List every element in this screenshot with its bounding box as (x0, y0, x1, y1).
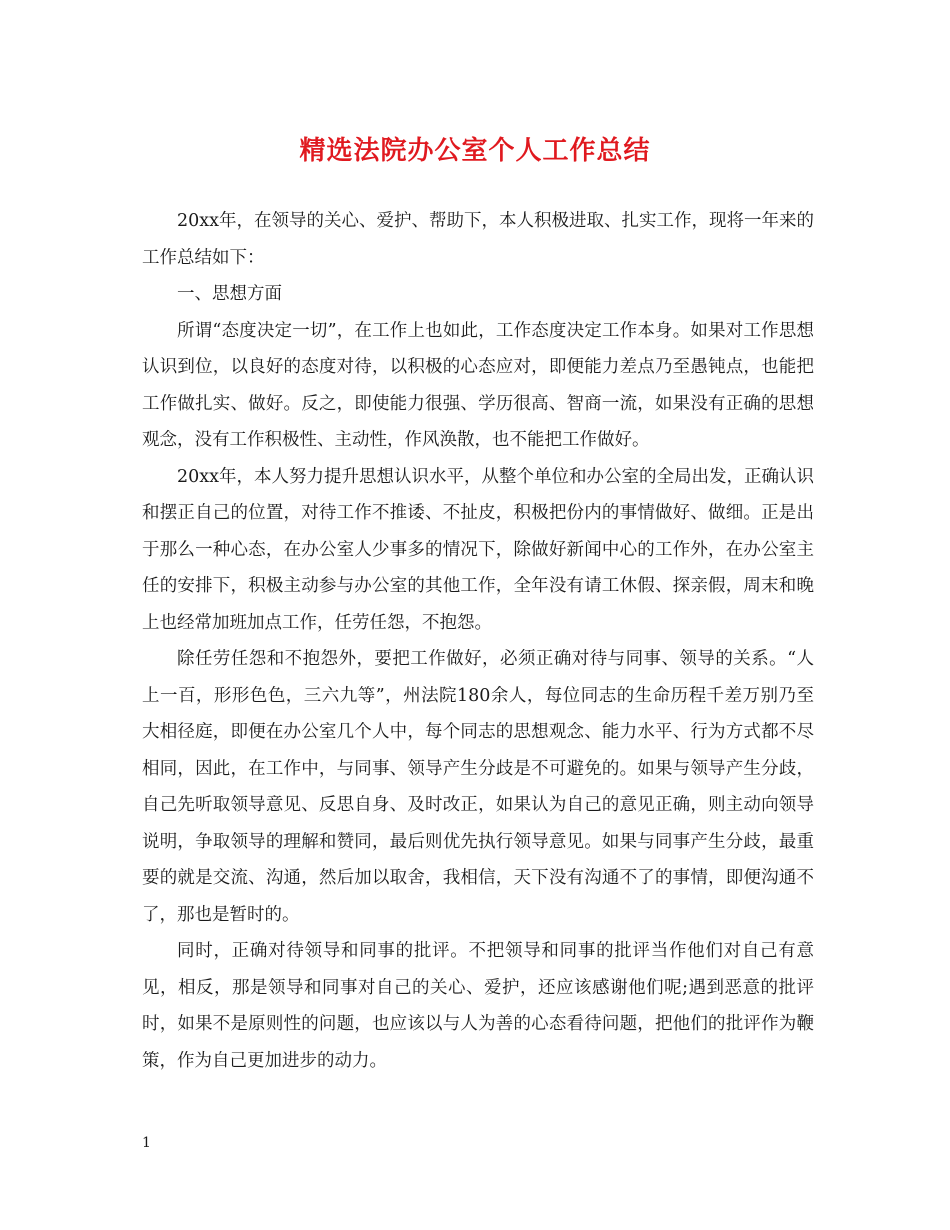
paragraph-criticism: 同时，正确对待领导和同事的批评。不把领导和同事的批评当作他们对自己有意见，相反，那是领导和同事对自己的关心、爱护，还应该感谢他们呢;遇到恶意的批评时，如果不是原则性的问题，也应该以与人为善的心态看待问题，把他们的批评作为鞭策，作为自己更加进步的动力。 (142, 941, 814, 1071)
section-heading-thought: 一、思想方面 (177, 284, 282, 304)
document-body (142, 203, 814, 1079)
paragraph-self-improvement: 20xx年，本人努力提升思想认识水平，从整个单位和办公室的全局出发，正确认识和摆正自己的位置，对待工作不推诿、不扯皮，积极把份内的事情做好、做细。正是出于那么一种心态，在办公室人少事多的情况下，除做好新闻中心的工作外，在办公室主任的安排下，积极主动参与办公室的其他工作，全年没有请工休假、探亲假，周末和晚上也经常加班加点工作，任劳任怨，不抱怨。 (142, 466, 815, 633)
document-title: 精选法院办公室个人工作总结 (299, 136, 651, 166)
page-number: 1 (142, 1135, 151, 1151)
paragraph-intro: 20xx年，在领导的关心、爱护、帮助下，本人积极进取、扎实工作，现将一年来的工作总结如下： (142, 211, 815, 268)
paragraph-attitude: 所谓“态度决定一切”，在工作上也如此，工作态度决定工作本身。如果对工作思想认识到位，以良好的态度对待，以积极的心态应对，即便能力差点乃至愚钝点，也能把工作做扎实、做好。反之，即使能力很强、学历很高、智商一流，如果没有正确的思想观念，没有工作积极性、主动性，作风涣散，也不能把工作做好。 (142, 320, 814, 450)
paragraph-relationships: 除任劳任怨和不抱怨外，要把工作做好，必须正确对待与同事、领导的关系。“人上一百，形形色色，三六九等”，州法院180余人，每位同志的生命历程千差万别乃至大相径庭，即便在办公室几个人中，每个同志的思想观念、能力水平、行为方式都不尽相同，因此，在工作中，与同事、领导产生分歧是不可避免的。如果与领导产生分歧，自己先听取领导意见、反思自身、及时改正，如果认为自己的意见正确，则主动向领导说明，争取领导的理解和赞同，最后则优先执行领导意见。如果与同事产生分歧，最重要的就是交流、沟通，然后加以取舍，我相信，天下没有沟通不了的事情，即便沟通不了，那也是暂时的。 (142, 649, 814, 925)
